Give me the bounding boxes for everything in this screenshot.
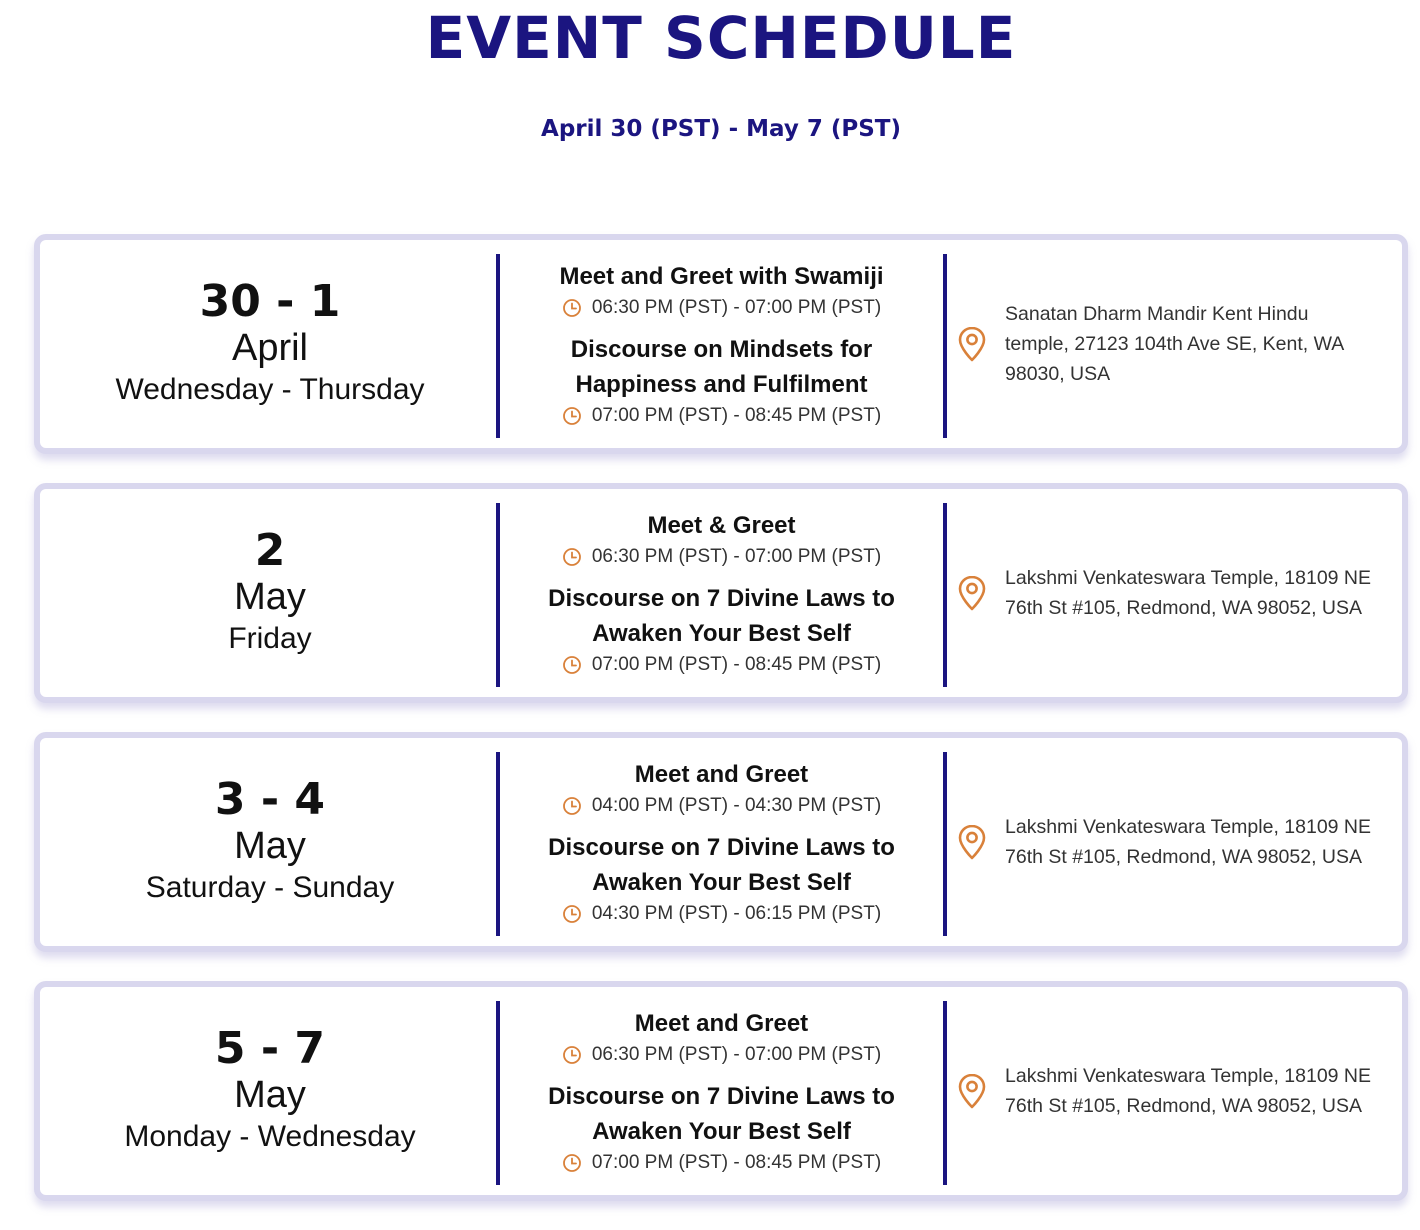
session-time xyxy=(562,792,881,820)
clock-icon xyxy=(562,406,582,426)
event-date xyxy=(40,240,500,448)
event-date xyxy=(40,489,500,697)
session-title: Meet and Greet xyxy=(634,760,809,788)
event-card xyxy=(34,483,1408,703)
map-pin-icon xyxy=(955,325,989,363)
event-sessions xyxy=(500,489,943,697)
session xyxy=(522,581,922,679)
session-title: Discourse on Mindsets for Happiness and Fulfilment xyxy=(570,335,873,398)
date-range: 5 - 7 xyxy=(214,1023,326,1074)
page-subtitle: April 30 (PST) - May 7 (PST) xyxy=(541,116,901,142)
event-location xyxy=(947,987,1402,1195)
map-pin-icon xyxy=(955,574,989,612)
date-days: Friday xyxy=(228,622,312,655)
session-time xyxy=(562,294,881,322)
clock-icon xyxy=(562,298,582,318)
date-range: 3 - 4 xyxy=(214,774,326,825)
location-address: Lakshmi Venkateswara Temple, 18109 NE 76th St #105, Redmond, WA 98052, USA xyxy=(1005,1065,1372,1117)
date-days: Wednesday - Thursday xyxy=(115,373,425,406)
session-title: Meet and Greet xyxy=(634,1009,809,1037)
clock-icon xyxy=(562,547,582,567)
session-time xyxy=(562,402,881,430)
date-month: May xyxy=(234,825,306,867)
location-address: Lakshmi Venkateswara Temple, 18109 NE 76th St #105, Redmond, WA 98052, USA xyxy=(1005,567,1372,619)
session xyxy=(522,508,922,571)
date-days: Saturday - Sunday xyxy=(145,871,395,904)
session-time-text: 06:30 PM (PST) - 07:00 PM (PST) xyxy=(591,296,882,318)
page-title: EVENT SCHEDULE xyxy=(425,4,1017,72)
session-time-text: 07:00 PM (PST) - 08:45 PM (PST) xyxy=(591,1151,882,1173)
map-pin-icon xyxy=(955,823,989,861)
clock-icon xyxy=(562,1153,582,1173)
clock-icon xyxy=(562,904,582,924)
event-date xyxy=(40,738,500,946)
session-time-text: 07:00 PM (PST) - 08:45 PM (PST) xyxy=(591,653,882,675)
event-location xyxy=(947,489,1402,697)
date-range: 30 - 1 xyxy=(199,276,341,327)
session-time-text: 07:00 PM (PST) - 08:45 PM (PST) xyxy=(591,404,882,426)
location-address: Lakshmi Venkateswara Temple, 18109 NE 76th St #105, Redmond, WA 98052, USA xyxy=(1005,816,1372,868)
session-time-text: 04:00 PM (PST) - 04:30 PM (PST) xyxy=(591,794,882,816)
event-location xyxy=(947,738,1402,946)
session-time-text: 06:30 PM (PST) - 07:00 PM (PST) xyxy=(591,545,882,567)
session xyxy=(522,259,922,322)
date-month: April xyxy=(231,327,309,369)
location-address: Sanatan Dharm Mandir Kent Hindu temple, 27123 104th Ave SE, Kent, WA 98030, USA xyxy=(1005,303,1344,385)
session xyxy=(522,1006,922,1069)
event-sessions xyxy=(500,738,943,946)
session-title: Discourse on 7 Divine Laws to Awaken Your Best Self xyxy=(548,584,895,647)
date-range: 2 xyxy=(254,525,286,576)
session-time-text: 04:30 PM (PST) - 06:15 PM (PST) xyxy=(591,902,882,924)
session-time xyxy=(562,543,881,571)
session-title: Meet & Greet xyxy=(647,511,796,539)
event-sessions xyxy=(500,240,943,448)
session xyxy=(522,1079,922,1177)
session-time xyxy=(562,1149,881,1177)
event-location xyxy=(947,240,1402,448)
session-title: Discourse on 7 Divine Laws to Awaken Your Best Self xyxy=(548,833,895,896)
clock-icon xyxy=(562,655,582,675)
session-title: Meet and Greet with Swamiji xyxy=(559,262,884,290)
session-time-text: 06:30 PM (PST) - 07:00 PM (PST) xyxy=(591,1043,882,1065)
session-time xyxy=(562,651,881,679)
session xyxy=(522,830,922,928)
event-sessions xyxy=(500,987,943,1195)
session-time xyxy=(562,1041,881,1069)
event-list xyxy=(34,234,1408,1230)
clock-icon xyxy=(562,1045,582,1065)
session xyxy=(522,332,922,430)
map-pin-icon xyxy=(955,1072,989,1110)
session-time xyxy=(562,900,881,928)
date-month: May xyxy=(234,1074,306,1116)
date-days: Monday - Wednesday xyxy=(124,1120,416,1153)
event-card xyxy=(34,234,1408,454)
date-month: May xyxy=(234,576,306,618)
event-card xyxy=(34,732,1408,952)
event-card xyxy=(34,981,1408,1201)
session xyxy=(522,757,922,820)
session-title: Discourse on 7 Divine Laws to Awaken Your Best Self xyxy=(548,1082,895,1145)
clock-icon xyxy=(562,796,582,816)
event-date xyxy=(40,987,500,1195)
